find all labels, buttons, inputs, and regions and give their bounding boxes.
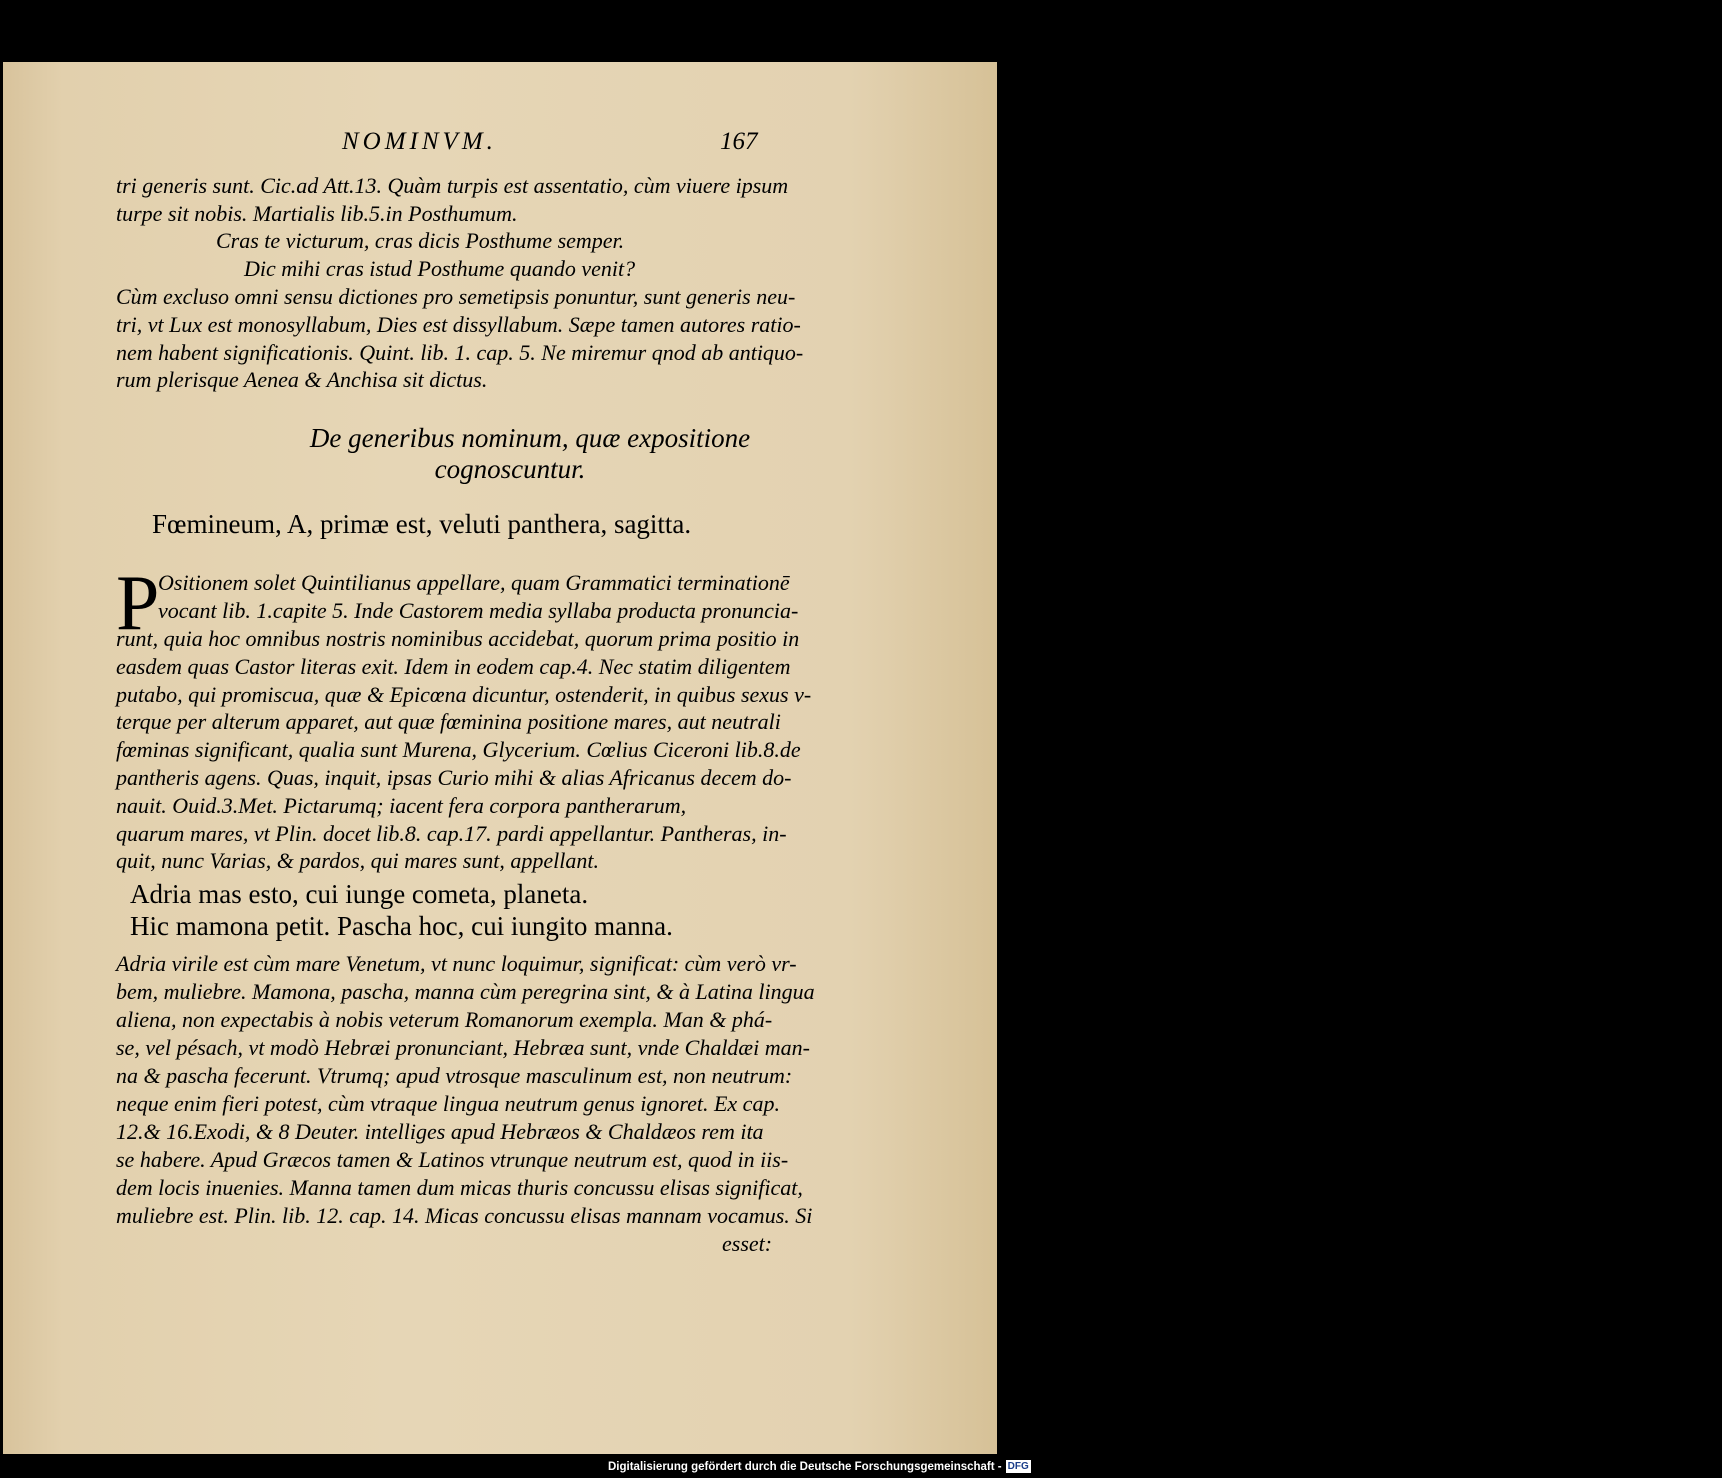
text-line: quarum mares, vt Plin. docet lib.8. cap.17. pardi appellantur. Pantheras, in- [116,821,787,846]
rule-verse: Adria mas esto, cui iunge cometa, planeta. [130,879,589,909]
text-line: 12.& 16.Exodi, & 8 Deuter. intelliges apud Hebræos & Chaldæos rem ita [116,1119,764,1144]
text-line: se, vel pésach, vt modò Hebræi pronunciant, Hebræa sunt, vnde Chaldæi man- [116,1035,810,1060]
running-head-title: NOMINVM. [342,128,497,155]
drop-initial: P [116,559,160,646]
text-line: nauit. Ouid.3.Met. Pictarumq; iacent fera corpora pantherarum, [116,793,687,818]
credit-text: Digitalisierung gefördert durch die Deutsche Forschungsgemeinschaft - [608,1461,1002,1473]
text-line: rum plerisque Aenea & Anchisa sit dictus. [116,367,488,392]
text-line: Adria virile est cùm mare Venetum, vt nunc loquimur, significat: cùm verò vr- [116,951,797,976]
digitization-credit [608,1458,1029,1476]
section-heading: cognoscuntur. [434,454,586,484]
catchword: esset: [722,1231,773,1256]
text-line: Cùm excluso omni sensu dictiones pro semetipsis ponuntur, sunt generis neu- [116,284,796,309]
text-line: nem habent significationis. Quint. lib. 1. cap. 5. Ne miremur qnod ab antiquo- [116,340,804,365]
dfg-logo: DFG [1007,1461,1029,1472]
verse-line: Dic mihi cras istud Posthume quando venit? [244,256,636,281]
text-line: easdem quas Castor literas exit. Idem in eodem cap.4. Nec statim diligentem [116,654,791,679]
text-line: bem, muliebre. Mamona, pascha, manna cùm peregrina sint, & à Latina lingua [116,979,815,1004]
text-line: muliebre est. Plin. lib. 12. cap. 14. Micas concussu elisas mannam vocamus. Si [116,1203,813,1228]
verse-line: Cras te victurum, cras dicis Posthume semper. [216,228,625,253]
text-line: putabo, qui promiscua, quæ & Epicœna dicuntur, ostenderit, in quibus sexus v- [116,682,812,707]
text-line: neque enim fieri potest, cùm vtraque lingua neutrum genus ignoret. Ex cap. [116,1091,780,1116]
text-line: aliena, non expectabis à nobis veterum Romanorum exempla. Man & phá- [116,1007,773,1032]
text-line: se habere. Apud Græcos tamen & Latinos vtrunque neutrum est, quod in iis- [116,1147,789,1172]
rule-verse: Hic mamona petit. Pascha hoc, cui iungito manna. [130,911,673,941]
text-line: vocant lib. 1.capite 5. Inde Castorem media syllaba producta pronuncia- [158,598,799,623]
text-line: terque per alterum apparet, aut quæ fœminina positione mares, aut neutrali [116,709,781,734]
text-line: turpe sit nobis. Martialis lib.5.in Posthumum. [116,201,518,226]
text-line: pantheris agens. Quas, inquit, ipsas Curio mihi & alias Africanus decem do- [116,765,792,790]
text-line: fœminas significant, qualia sunt Murena, Glycerium. Cœlius Ciceroni lib.8.de [116,737,801,762]
text-line: tri, vt Lux est monosyllabum, Dies est dissyllabum. Sæpe tamen autores ratio- [116,312,801,337]
text-line: tri generis sunt. Cic.ad Att.13. Quàm turpis est assentatio, cùm viuere ipsum [116,173,789,198]
text-line: runt, quia hoc omnibus nostris nominibus accidebat, quorum prima positio in [116,626,800,651]
rule-verse: Fœmineum, A, primæ est, veluti panthera, sagitta. [152,509,692,539]
section-heading: De generibus nominum, quæ expositione [309,423,751,453]
text-line: quit, nunc Varias, & pardos, qui mares sunt, appellant. [116,848,599,873]
text-line: Ositionem solet Quintilianus appellare, quam Grammatici terminationē [158,570,790,595]
running-head [0,128,1000,168]
text-line: na & pascha fecerunt. Vtrumq; apud vtrosque masculinum est, non neutrum: [116,1063,793,1088]
text-line: dem locis inuenies. Manna tamen dum micas thuris concussu elisas significat, [116,1175,803,1200]
page-number: 167 [720,128,758,155]
